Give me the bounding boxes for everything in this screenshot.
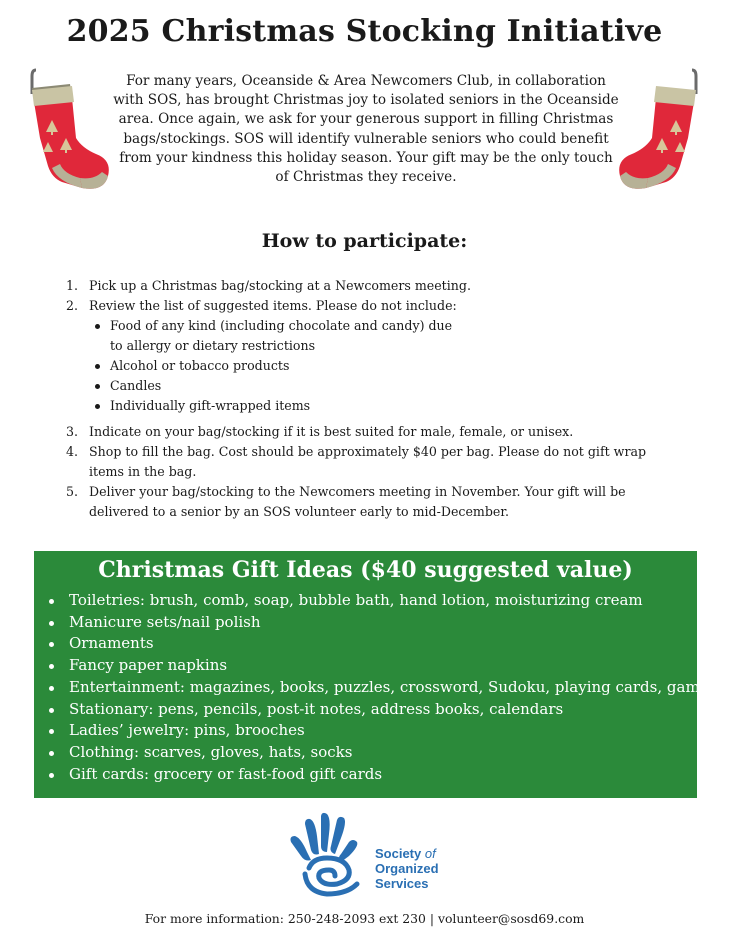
gift-idea-item: Entertainment: magazines, books, puzzles, crossword, Sudoku, playing cards, games — [48, 677, 716, 699]
gift-idea-item: Gift cards: grocery or fast-food gift cards — [48, 764, 716, 786]
contact-footer: For more information: 250-248-2093 ext 230 | volunteer@sosd69.com — [144, 911, 585, 926]
step-number: 5. — [66, 484, 79, 499]
participation-steps — [66, 276, 666, 522]
logo-word: Services — [375, 876, 429, 891]
exclusion-item: Alcohol or tobacco products — [89, 356, 666, 376]
logo-word: Organized — [375, 861, 439, 876]
page-title: 2025 Christmas Stocking Initiative — [66, 14, 663, 49]
exclusion-item: Candles — [89, 376, 666, 396]
exclusion-item: Food of any kind (including chocolate and candy) due to allergy or dietary restrictions — [89, 316, 666, 356]
step-text: Review the list of suggested items. Please do not include: — [89, 298, 457, 313]
step-text: Indicate on your bag/stocking if it is best suited for male, female, or unisex. — [89, 424, 574, 439]
gift-idea-item: Ladies’ jewelry: pins, brooches — [48, 720, 716, 742]
sos-logo-text — [375, 846, 439, 891]
gift-idea-item: Clothing: scarves, gloves, hats, socks — [48, 742, 716, 764]
gift-ideas-list — [48, 590, 716, 785]
exclusion-item: Individually gift-wrapped items — [89, 396, 666, 416]
step-item — [66, 296, 666, 416]
step-text: Deliver your bag/stocking to the Newcomers meeting in November. Your gift will be delivered to a senior by an SOS volunteer early to mid-December. — [89, 484, 626, 519]
gift-idea-item: Ornaments — [48, 633, 716, 655]
step-text: Shop to fill the bag. Cost should be approximately $40 per bag. Please do not gift wrap items in the bag. — [89, 444, 647, 479]
step-item — [66, 422, 666, 442]
how-to-participate-heading: How to participate: — [261, 230, 468, 252]
step-text: Pick up a Christmas bag/stocking at a Newcomers meeting. — [89, 278, 471, 293]
logo-word: of — [424, 846, 436, 861]
gift-idea-item: Manicure sets/nail polish — [48, 612, 716, 634]
gift-idea-item: Toiletries: brush, comb, soap, bubble bath, hand lotion, moisturizing cream — [48, 590, 716, 612]
logo-word: Society — [375, 846, 422, 861]
step-item — [66, 482, 666, 522]
gift-ideas-title: Christmas Gift Ideas ($40 suggested value) — [98, 557, 633, 583]
intro-paragraph: For many years, Oceanside & Area Newcomers Club, in collaboration with SOS, has brought Christmas joy to isolated seniors in the Oceanside area. Once again, we ask for your generous support in filling Christmas bags/stockings. SOS will identify vulnerable seniors who could benefit from your kindness this holiday season. Your gift may be the only touch of Christmas they receive. — [113, 73, 619, 186]
exclusion-list — [89, 316, 666, 416]
step-number: 1. — [66, 278, 79, 293]
step-item — [66, 442, 666, 482]
step-number: 3. — [66, 424, 79, 439]
gift-ideas-box — [34, 551, 717, 798]
step-item — [66, 276, 666, 296]
step-number: 4. — [66, 444, 79, 459]
step-number: 2. — [66, 298, 79, 313]
gift-idea-item: Stationary: pens, pencils, post-it notes, address books, calendars — [48, 699, 716, 721]
gift-idea-item: Fancy paper napkins — [48, 655, 716, 677]
